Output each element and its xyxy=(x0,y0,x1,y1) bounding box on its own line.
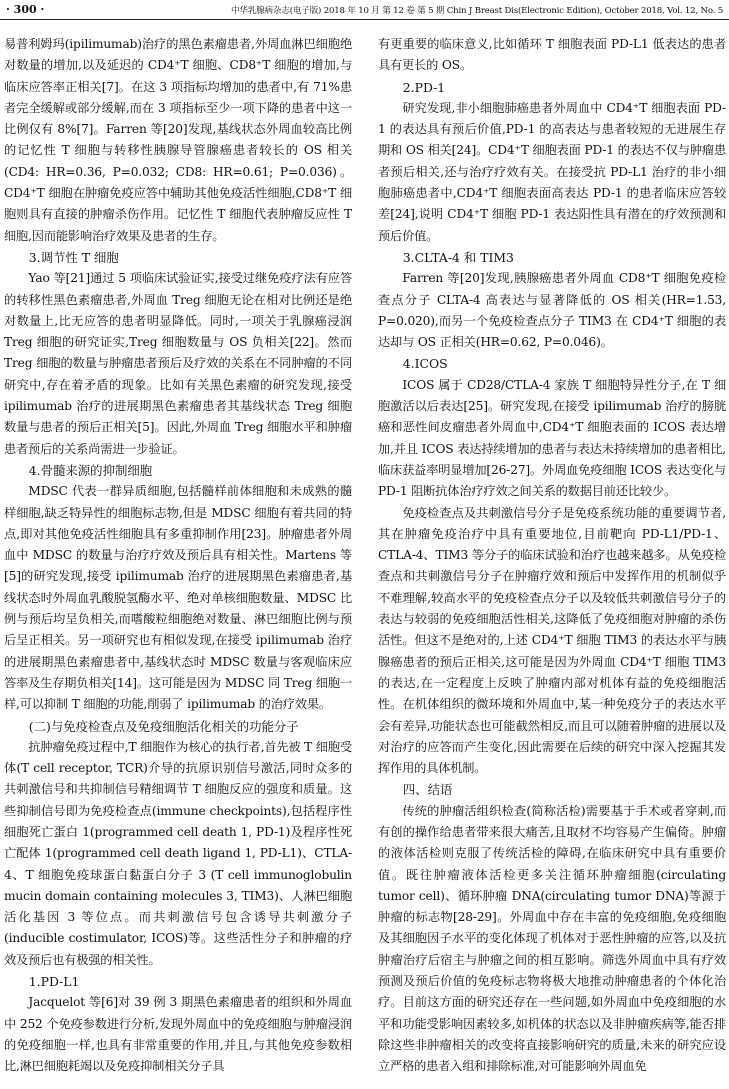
paragraph: Yao 等[21]通过 5 项临床试验证实,接受过继免疫疗法有应答的转移性黑色素瘤患者,外周血 Treg 细胞无论在相对比例还是绝对数量上,比无应答的患者明显降低。同时,一项关于乳腺癌浸润 Treg 细胞的研究证实,Treg 细胞数量与 OS 负相关[22]。然而 Treg 细胞的数量与肿瘤患者预后及疗效的关系在不同肿瘤的不同研究中,存在着矛盾的现象。比如有关黑色素瘤的研究发现,接受 ipilimumab 治疗的进展期黑色素瘤患者其基线状态 Treg 细胞数量与患者的预后正相关[5]。因此,外周血 Treg 细胞水平和肿瘤患者预后的关系尚需进一步验证。 xyxy=(4,271,352,456)
paragraph: 抗肿瘤免疫过程中,T 细胞作为核心的执行者,首先被 T 细胞受体(T cell receptor, TCR)介导的抗原识别信号激活,同时众多的共刺激信号和共抑制信号精细调节 T 细胞反应的强度和质量。这些抑制信号即为免疫检查点(immune checkpoints),包括程序性细胞死亡蛋白 1(programmed cell death 1, PD-1)及程序性死亡配体 1(programmed cell death ligand 1, PD-L1)、CTLA-4、T 细胞免疫球蛋白黏蛋白分子 3 (T cell immunoglobulin mucin domain containing molecules 3, TIM3)、人淋巴细胞活化基因 3 等位点。而共刺激信号包含诱导共刺激分子(inducible costimulator, ICOS)等。这些活性分子和肿瘤的疗效及预后也有极强的相关性。 xyxy=(4,739,352,967)
right-column xyxy=(378,34,726,1086)
paragraph: ICOS 属于 CD28/CTLA-4 家族 T 细胞特异性分子,在 T 细胞激活以后表达[25]。研究发现,在接受 ipilimumab 治疗的膀胱癌和恶性间皮瘤患者外周血中,CD4⁺T 细胞表面的 ICOS 表达增加,并且 ICOS 表达持续增加的患者与表达未持续增加的患者相比,临床获益率明显增加[26-27]。外周血免疫细胞 ICOS 表达变化与 PD-1 阻断抗体治疗疗效之间关系的数据目前还比较少。 xyxy=(378,377,726,499)
subsection-heading: 3.CLTA-4 和 TIM3 xyxy=(402,249,514,265)
section-heading: 四、结语 xyxy=(402,782,453,798)
paragraph: MDSC 代表一群异质细胞,包括髓样前体细胞和未成熟的髓样细胞,缺乏特异性的细胞标志物,但是 MDSC 细胞有着共同的特点,即对其他免疫活性细胞具有多重抑制作用[23]。肿瘤患者外周血中 MDSC 的数量与治疗疗效及预后具有相关性。Martens 等[5]的研究发现,接受 ipilimumab 治疗的进展期黑色素瘤患者,基线状态时外周血乳酸脱氢酶水平、绝对单核细胞数量、MDSC 比例与预后均呈负相关,而嗜酸粒细胞绝对数量、淋巴细胞比例与预后呈正相关。另一项研究也有相似发现,在接受 ipilimumab 治疗的进展期黑色素瘤患者中,基线状态时 MDSC 数量与客观临床应答率及生存期负相关[14]。这可能是因为 MDSC 同 Treg 细胞一样,可以抑制 T 细胞的功能,削弱了 ipilimumab 的治疗效果。 xyxy=(4,484,352,712)
subsection-heading: 1.PD-L1 xyxy=(28,974,80,990)
paragraph: 易普利姆玛(ipilimumab)治疗的黑色素瘤患者,外周血淋巴细胞绝对数量的增加,以及延迟的 CD4⁺T 细胞、CD8⁺T 细胞的增加,与临床应答率正相关[7]。在这 3 项指标均增加的患者中,有 71%患者完全缓解或部分缓解,而在 3 项指标至少一项下降的患者中这一比例仅有 8%[7]。Farren 等[20]发现,基线状态外周血较高比例的记忆性 T 细胞与转移性胰腺导管腺癌患者较长的 OS 相关(CD4: HR=0.36, P=0.032; CD8: HR=0.61; P=0.036)。CD4⁺T 细胞在肿瘤免疫应答中辅助其他免疫活性细胞,CD8⁺T 细胞则具有直接的肿瘤杀伤作用。记忆性 T 细胞代表肿瘤反应性 T 细胞,因而能影响治疗效果及患者的生存。 xyxy=(4,37,352,243)
paragraph: Jacquelot 等[6]对 39 例 3 期黑色素瘤患者的组织和外周血中 252 个免疫参数进行分析,发现外周血中的免疫细胞与肿瘤浸润的免疫细胞一样,也具有非常重要的作用,并且,与其他免疫参数相比,淋巴细胞耗竭以及免疫抑制相关分子具 xyxy=(4,995,352,1074)
subsection-heading: 2.PD-1 xyxy=(402,79,446,95)
left-column xyxy=(4,34,352,1086)
running-header xyxy=(0,0,729,20)
subsection-heading: 4.ICOS xyxy=(402,356,448,372)
paragraph: 有更重要的临床意义,比如循环 T 细胞表面 PD-L1 低表达的患者具有更长的 OS。 xyxy=(378,37,726,73)
subsection-heading: 3.调节性 T 细胞 xyxy=(28,249,119,265)
journal-header: 中华乳腺病杂志(电子版) 2018 年 10 月 第 12 卷 第 5 期 Chin J Breast Dis(Electronic Edition), October 2018, Vol. 12, No. 5 xyxy=(230,6,723,16)
page-number: · 300 · xyxy=(6,3,45,16)
section-heading: (二)与免疫检查点及免疫细胞活化相关的功能分子 xyxy=(28,718,299,734)
subsection-heading: 4.骨髓来源的抑制细胞 xyxy=(28,462,153,478)
paragraph: 研究发现,非小细胞肺癌患者外周血中 CD4⁺T 细胞表面 PD-1 的表达具有预后价值,PD-1 的高表达与患者较短的无进展生存期和 OS 相关[24]。CD4⁺T 细胞表面 PD-1 的表达不仅与肿瘤患者预后相关,还与治疗疗效有关。在接受抗 PD-L1 治疗的非小细胞肺癌患者中,CD4⁺T 细胞表面高表达 PD-1 的患者临床应答较差[24],说明 CD4⁺T 细胞 PD-1 表达阳性具有潜在的疗效预测和预后价值。 xyxy=(378,100,726,243)
paragraph: Farren 等[20]发现,胰腺癌患者外周血 CD8⁺T 细胞免疫检查点分子 CLTA-4 高表达与显著降低的 OS 相关(HR=1.53, P=0.020),而另一个免疫检查点分子 TIM3 在 CD4⁺T 细胞的表达却与 OS 正相关(HR=0.62, P=0.046)。 xyxy=(378,271,726,350)
paragraph: 免疫检查点及共刺激信号分子是免疫系统功能的重要调节者,其在肿瘤免疫治疗中具有重要地位,目前靶向 PD-L1/PD-1、CTLA-4、TIM3 等分子的临床试验和治疗也越来越多。从免疫检查点和共刺激信号分子在肿瘤疗效和预后中发挥作用的机制似乎不难理解,较高水平的免疫检查点分子以及较低共刺激信号分子的表达与较弱的免疫细胞活性相关,这降低了免疫细胞对肿瘤的杀伤活性。但这不是绝对的,上述 CD4⁺T 细胞 TIM3 的表达水平与胰腺癌患者的预后正相关,这可能是因为外周血 CD4⁺T 细胞 TIM3 的表达,在一定程度上反映了肿瘤内部对机体有益的免疫细胞活性。在机体组织的微环境和外周血中,某一种免疫分子的表达水平会有差异,功能状态也可能截然相反,而且可以随着肿瘤的进展以及对治疗的应答而产生变化,因此需要在后续的研究中深入挖掘其发挥作用的具体机制。 xyxy=(378,505,726,776)
paragraph: 传统的肿瘤活组织检查(简称活检)需要基于手术或者穿刺,而有创的操作给患者带来很大痛苦,且取材不均容易产生偏倚。肿瘤的液体活检则克服了传统活检的障碍,在临床研究中具有重要价值。既往肿瘤液体活检更多关注循环肿瘤细胞(circulating tumor cell)、循环肿瘤 DNA(circulating tumor DNA)等源于肿瘤的标志物[28-29]。外周血中存在丰富的免疫细胞,免疫细胞及其细胞因子水平的变化体现了机体对于恶性肿瘤的应答,以及抗肿瘤治疗后宿主与肿瘤之间的相互影响。筛选外周血中具有疗效预测及预后价值的免疫标志物将极大地推动肿瘤患者的个体化治疗。目前这方面的研究还存在一些问题,如外周血中免疫细胞的水平和功能受影响因素较多,如机体的状态以及非肿瘤疾病等,能否排除这些非肿瘤相关的改变将直接影响研究的质量,未来的研究应设立严格的患者入组和排除标准,对可能影响外周血免 xyxy=(378,803,726,1074)
